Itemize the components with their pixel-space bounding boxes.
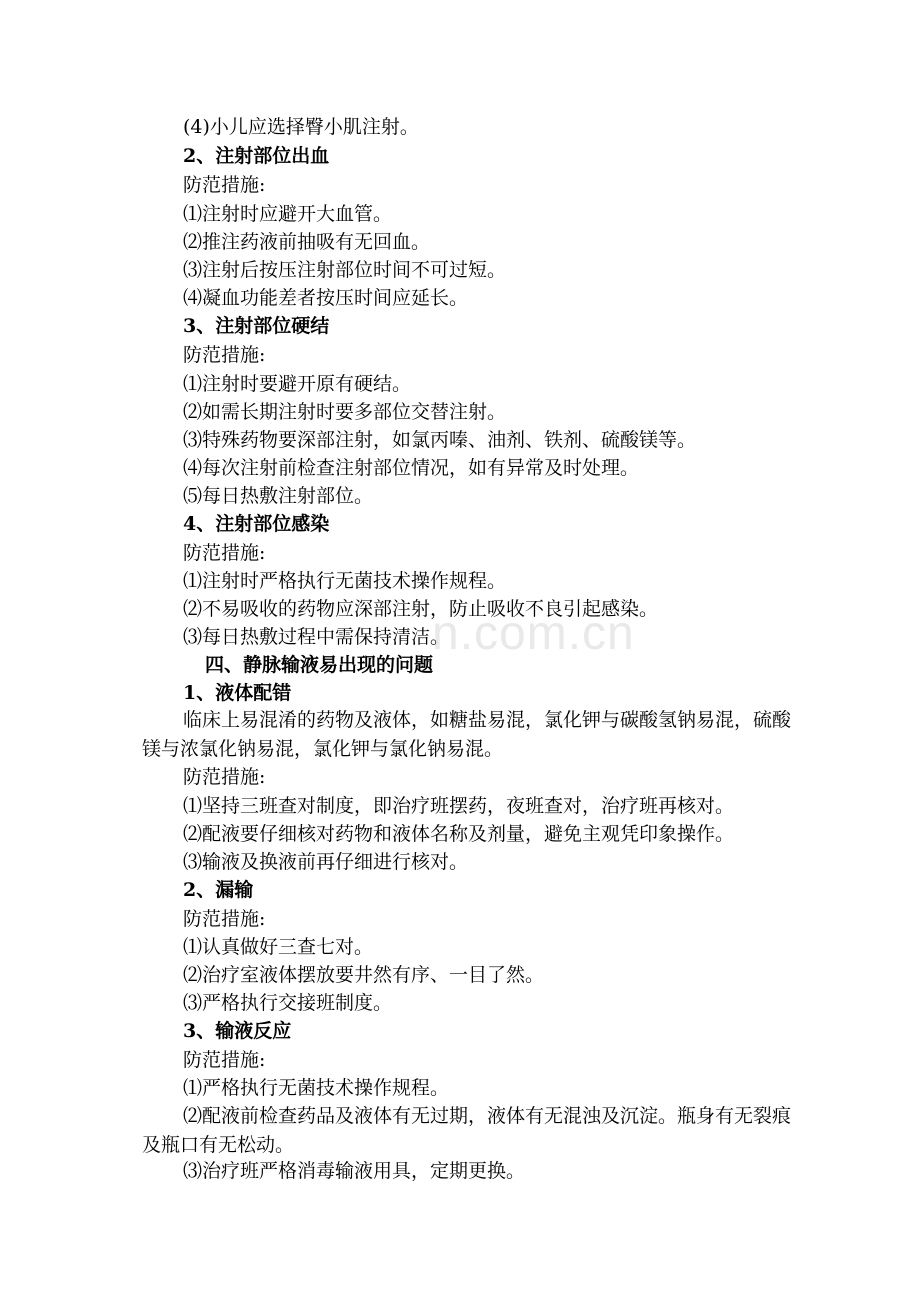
list-item: ⑷每次注射前检查注射部位情况，如有异常及时处理。 xyxy=(183,457,640,479)
list-item: ⑷凝血功能差者按压时间应延长。 xyxy=(183,287,469,309)
list-item: ⑴注射时应避开大血管。 xyxy=(183,203,393,225)
chapter-heading: 四、静脉输液易出现的问题 xyxy=(205,654,434,676)
list-item: ⑵如需长期注射时要多部位交替注射。 xyxy=(183,401,507,423)
measures-label: 防范措施: xyxy=(183,542,266,564)
measures-label: 防范措施: xyxy=(183,344,266,366)
measures-label: 防范措施: xyxy=(183,908,266,930)
section-heading: 3、输液反应 xyxy=(183,1020,292,1042)
measures-label: 防范措施: xyxy=(183,1049,266,1071)
watermark: n.com.cn xyxy=(432,607,635,660)
measures-label: 防范措施: xyxy=(183,766,266,788)
list-item: ⑶注射后按压注射部位时间不可过短。 xyxy=(183,259,507,281)
list-item: ⑵不易吸收的药物应深部注射，防止吸收不良引起感染。 xyxy=(183,598,659,620)
list-item: ⑴认真做好三查七对。 xyxy=(183,936,374,958)
measures-label: 防范措施: xyxy=(183,174,266,196)
list-item: ⑴坚持三班查对制度，即治疗班摆药，夜班查对，治疗班再核对。 xyxy=(183,795,735,817)
list-item: ⑶每日热敷过程中需保持清洁。 xyxy=(183,626,450,648)
list-item: ⑵推注药液前抽吸有无回血。 xyxy=(183,231,431,253)
section-heading: 4、注射部位感染 xyxy=(183,513,330,535)
section-heading: 3、注射部位硬结 xyxy=(183,315,330,337)
list-item: ⑵治疗室液体摆放要井然有序、一目了然。 xyxy=(183,964,545,986)
section-heading: 2、注射部位出血 xyxy=(183,145,330,167)
list-item: ⑴严格执行无菌技术操作规程。 xyxy=(183,1077,450,1099)
list-item: ⑶输液及换液前再仔细进行核对。 xyxy=(183,851,469,873)
list-item: ⑶特殊药物要深部注射，如氯丙嗪、油剂、铁剂、硫酸镁等。 xyxy=(183,429,697,451)
list-item: ⑴注射时要避开原有硬结。 xyxy=(183,373,412,395)
list-item: ⑴注射时严格执行无菌技术操作规程。 xyxy=(183,570,507,592)
paragraph: ⑵配液前检查药品及液体有无过期，液体有无混浊及沉淀。瓶身有无裂痕及瓶口有无松动。 xyxy=(142,1105,792,1156)
list-item: ⑵配液要仔细核对药物和液体名称及剂量，避免主观凭印象操作。 xyxy=(183,823,735,845)
list-item: (4)小儿应选择臀小肌注射。 xyxy=(183,116,419,138)
list-item: ⑶治疗班严格消毒输液用具，定期更换。 xyxy=(183,1160,526,1182)
paragraph: 临床上易混淆的药物及液体，如糖盐易混，氯化钾与碳酸氢钠易混，硫酸镁与浓氯化钠易混，氯化钾与氯化钠易混。 xyxy=(142,709,792,760)
list-item: ⑶严格执行交接班制度。 xyxy=(183,992,393,1014)
list-item: ⑸每日热敷注射部位。 xyxy=(183,485,374,507)
section-heading: 2、漏输 xyxy=(183,879,254,901)
section-heading: 1、液体配错 xyxy=(183,682,292,704)
